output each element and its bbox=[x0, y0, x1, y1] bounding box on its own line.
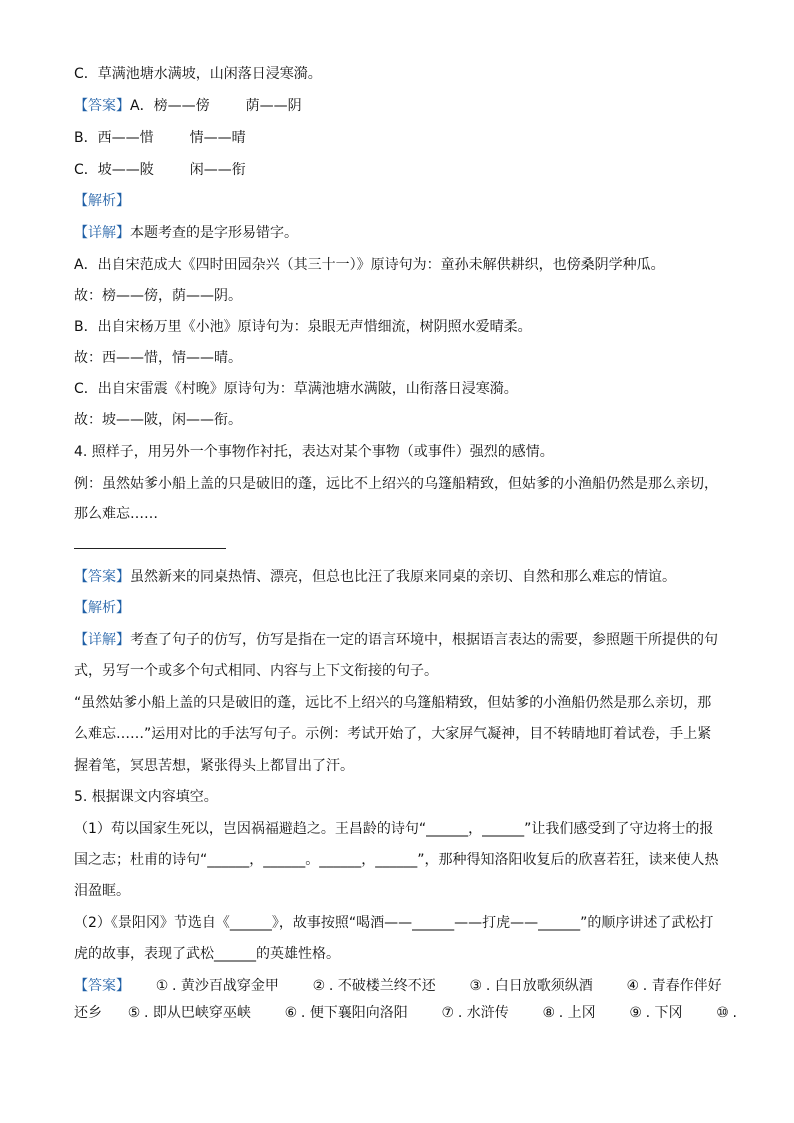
blank-number: ⑤ bbox=[127, 1005, 141, 1021]
answer-5-6: 便下襄阳向洛阳 bbox=[309, 1005, 408, 1021]
question-5-part1-line2: 国之志；杜甫的诗句“______，______。______，______”，那种得知洛阳收复后的欣喜若狂，读来使人热 bbox=[74, 852, 719, 868]
answer-5-3: 白日放歌须纵酒 bbox=[494, 978, 593, 994]
blank-number: ⑧ bbox=[542, 1005, 555, 1021]
question-5-part2-line2: 虎的故事，表现了武松______的英雄性格。 bbox=[74, 946, 340, 962]
detail-tag: 【详解】 bbox=[74, 632, 130, 648]
answer-5-8: 上冈 bbox=[567, 1005, 596, 1021]
blank-number: ⑥ bbox=[284, 1005, 298, 1021]
answer-5-4: 青春作伴好 bbox=[651, 978, 722, 994]
answer-tag: 【答案】 bbox=[74, 978, 130, 994]
answer-3-b-1: B．西——惜 bbox=[74, 130, 154, 146]
question-5: 5. 根据课文内容填空。 bbox=[74, 789, 218, 805]
blank-number: ⑦ bbox=[441, 1005, 455, 1021]
answer-5-9: 下冈 bbox=[654, 1005, 683, 1021]
blank-number: ① bbox=[155, 978, 169, 994]
detail-3-b: B．出自宋杨万里《小池》原诗句为：泉眼无声惜细流，树阴照水爱晴柔。 bbox=[74, 319, 532, 335]
question-5-part1-line3: 泪盈眶。 bbox=[74, 883, 130, 899]
answer-3-line-c bbox=[74, 160, 246, 180]
detail-3-c: C．出自宋雷震《村晚》原诗句为：草满池塘水满陂，山衔落日浸寒漪。 bbox=[74, 381, 518, 397]
q3-option-c: C．草满池塘水满坡，山闲落日浸寒漪。 bbox=[74, 66, 322, 82]
blank-number: ② bbox=[312, 978, 326, 994]
answer-3-a-1: A．榜——傍 bbox=[130, 98, 210, 114]
question-4: 4. 照样子，用另外一个事物作衬托，表达对某个事物（或事件）强烈的感情。 bbox=[74, 444, 554, 460]
detail-3-a: A．出自宋范成大《四时田园杂兴（其三十一）》原诗句为：童孙未解供耕织，也傍桑阴学种瓜。 bbox=[74, 257, 665, 273]
answer-5-line1: 【答案】 ① . 黄沙百战穿金甲 ② . 不破楼兰终不还 ③ . 白日放歌须纵酒 ④ . 青春作伴好 bbox=[74, 978, 722, 994]
detail-3-a-conclusion: 故：榜——傍，荫——阴。 bbox=[74, 288, 242, 304]
blank-number: ④ bbox=[626, 978, 639, 994]
answer-5-7: 水浒传 bbox=[466, 1005, 509, 1021]
answer-3-line-a bbox=[74, 96, 302, 116]
detail-3-text: 本题考查的是字形易错字。 bbox=[130, 225, 298, 241]
answer-3-c-1: C．坡——陂 bbox=[74, 162, 154, 178]
blank-number: ⑩ bbox=[716, 1005, 729, 1021]
answer-5-1: 黄沙百战穿金甲 bbox=[180, 978, 279, 994]
question-4-example-line2: 那么难忘…… bbox=[74, 506, 158, 522]
answer-3-a-2: 荫——阴 bbox=[245, 98, 302, 114]
answer-5-line2: 还乡 ⑤ . 即从巴峡穿巫峡 ⑥ . 便下襄阳向洛阳 ⑦ . 水浒传 ⑧ . 上冈 ⑨ . 下冈 ⑩ . bbox=[74, 1005, 737, 1021]
detail-tag: 【详解】 bbox=[74, 225, 130, 241]
answer-4 bbox=[74, 567, 676, 587]
question-5-part1-line1: （1）苟以国家生死以，岂因祸福避趋之。王昌龄的诗句“______，______”让我们感受到了守边将士的报 bbox=[74, 821, 714, 837]
detail-4-text: 考查了句子的仿写，仿写是指在一定的语言环境中，根据语言表达的需要，参照题干所提供的句 bbox=[130, 632, 718, 648]
answer-3-c-2: 闲——衔 bbox=[189, 162, 246, 178]
detail-4-line3: “虽然姑爹小船上盖的只是破旧的蓬，远比不上绍兴的乌篷船精致，但姑爹的小渔船仍然是那么亲切，那 bbox=[74, 695, 712, 711]
answer-5-2: 不破楼兰终不还 bbox=[337, 978, 436, 994]
answer-5-4-cont: 还乡 bbox=[74, 1005, 102, 1021]
detail-3-intro bbox=[74, 223, 298, 243]
answer-blank-line bbox=[74, 548, 226, 549]
detail-4-line4: 么难忘……”运用对比的手法写句子。示例：考试开始了，大家屏气凝神，目不转睛地盯着试卷，手上紧 bbox=[74, 726, 712, 742]
question-4-example-line1: 例：虽然姑爹小船上盖的只是破旧的蓬，远比不上绍兴的乌篷船精致，但姑爹的小渔船仍然是那么亲切， bbox=[74, 476, 718, 492]
answer-tag: 【答案】 bbox=[74, 569, 130, 585]
detail-4-line2: 式，另写一个或多个句式相同、内容与上下文衔接的句子。 bbox=[74, 663, 438, 679]
question-5-part2-line1: （2）《景阳冈》节选自《______》，故事按照“喝酒——______——打虎——______”的顺序讲述了武松打 bbox=[74, 915, 714, 931]
blank-number: ③ bbox=[469, 978, 483, 994]
answer-tag: 【答案】 bbox=[74, 98, 130, 114]
answer-4-text: 虽然新来的同桌热情、漂亮，但总也比汪了我原来同桌的亲切、自然和那么难忘的情谊。 bbox=[130, 569, 676, 585]
answer-5-5: 即从巴峡穿巫峡 bbox=[152, 1005, 251, 1021]
detail-4-line5: 握着笔，冥思苦想，紧张得头上都冒出了汗。 bbox=[74, 758, 354, 774]
detail-3-c-conclusion: 故：坡——陂，闲——衔。 bbox=[74, 412, 242, 428]
answer-3-b-2: 情——晴 bbox=[189, 130, 246, 146]
detail-4-line1 bbox=[74, 630, 718, 650]
analysis-tag: 【解析】 bbox=[74, 193, 130, 209]
answer-3-line-b bbox=[74, 128, 246, 148]
detail-3-b-conclusion: 故：西——惜，情——晴。 bbox=[74, 350, 242, 366]
analysis-tag: 【解析】 bbox=[74, 600, 130, 616]
blank-number: ⑨ bbox=[629, 1005, 642, 1021]
